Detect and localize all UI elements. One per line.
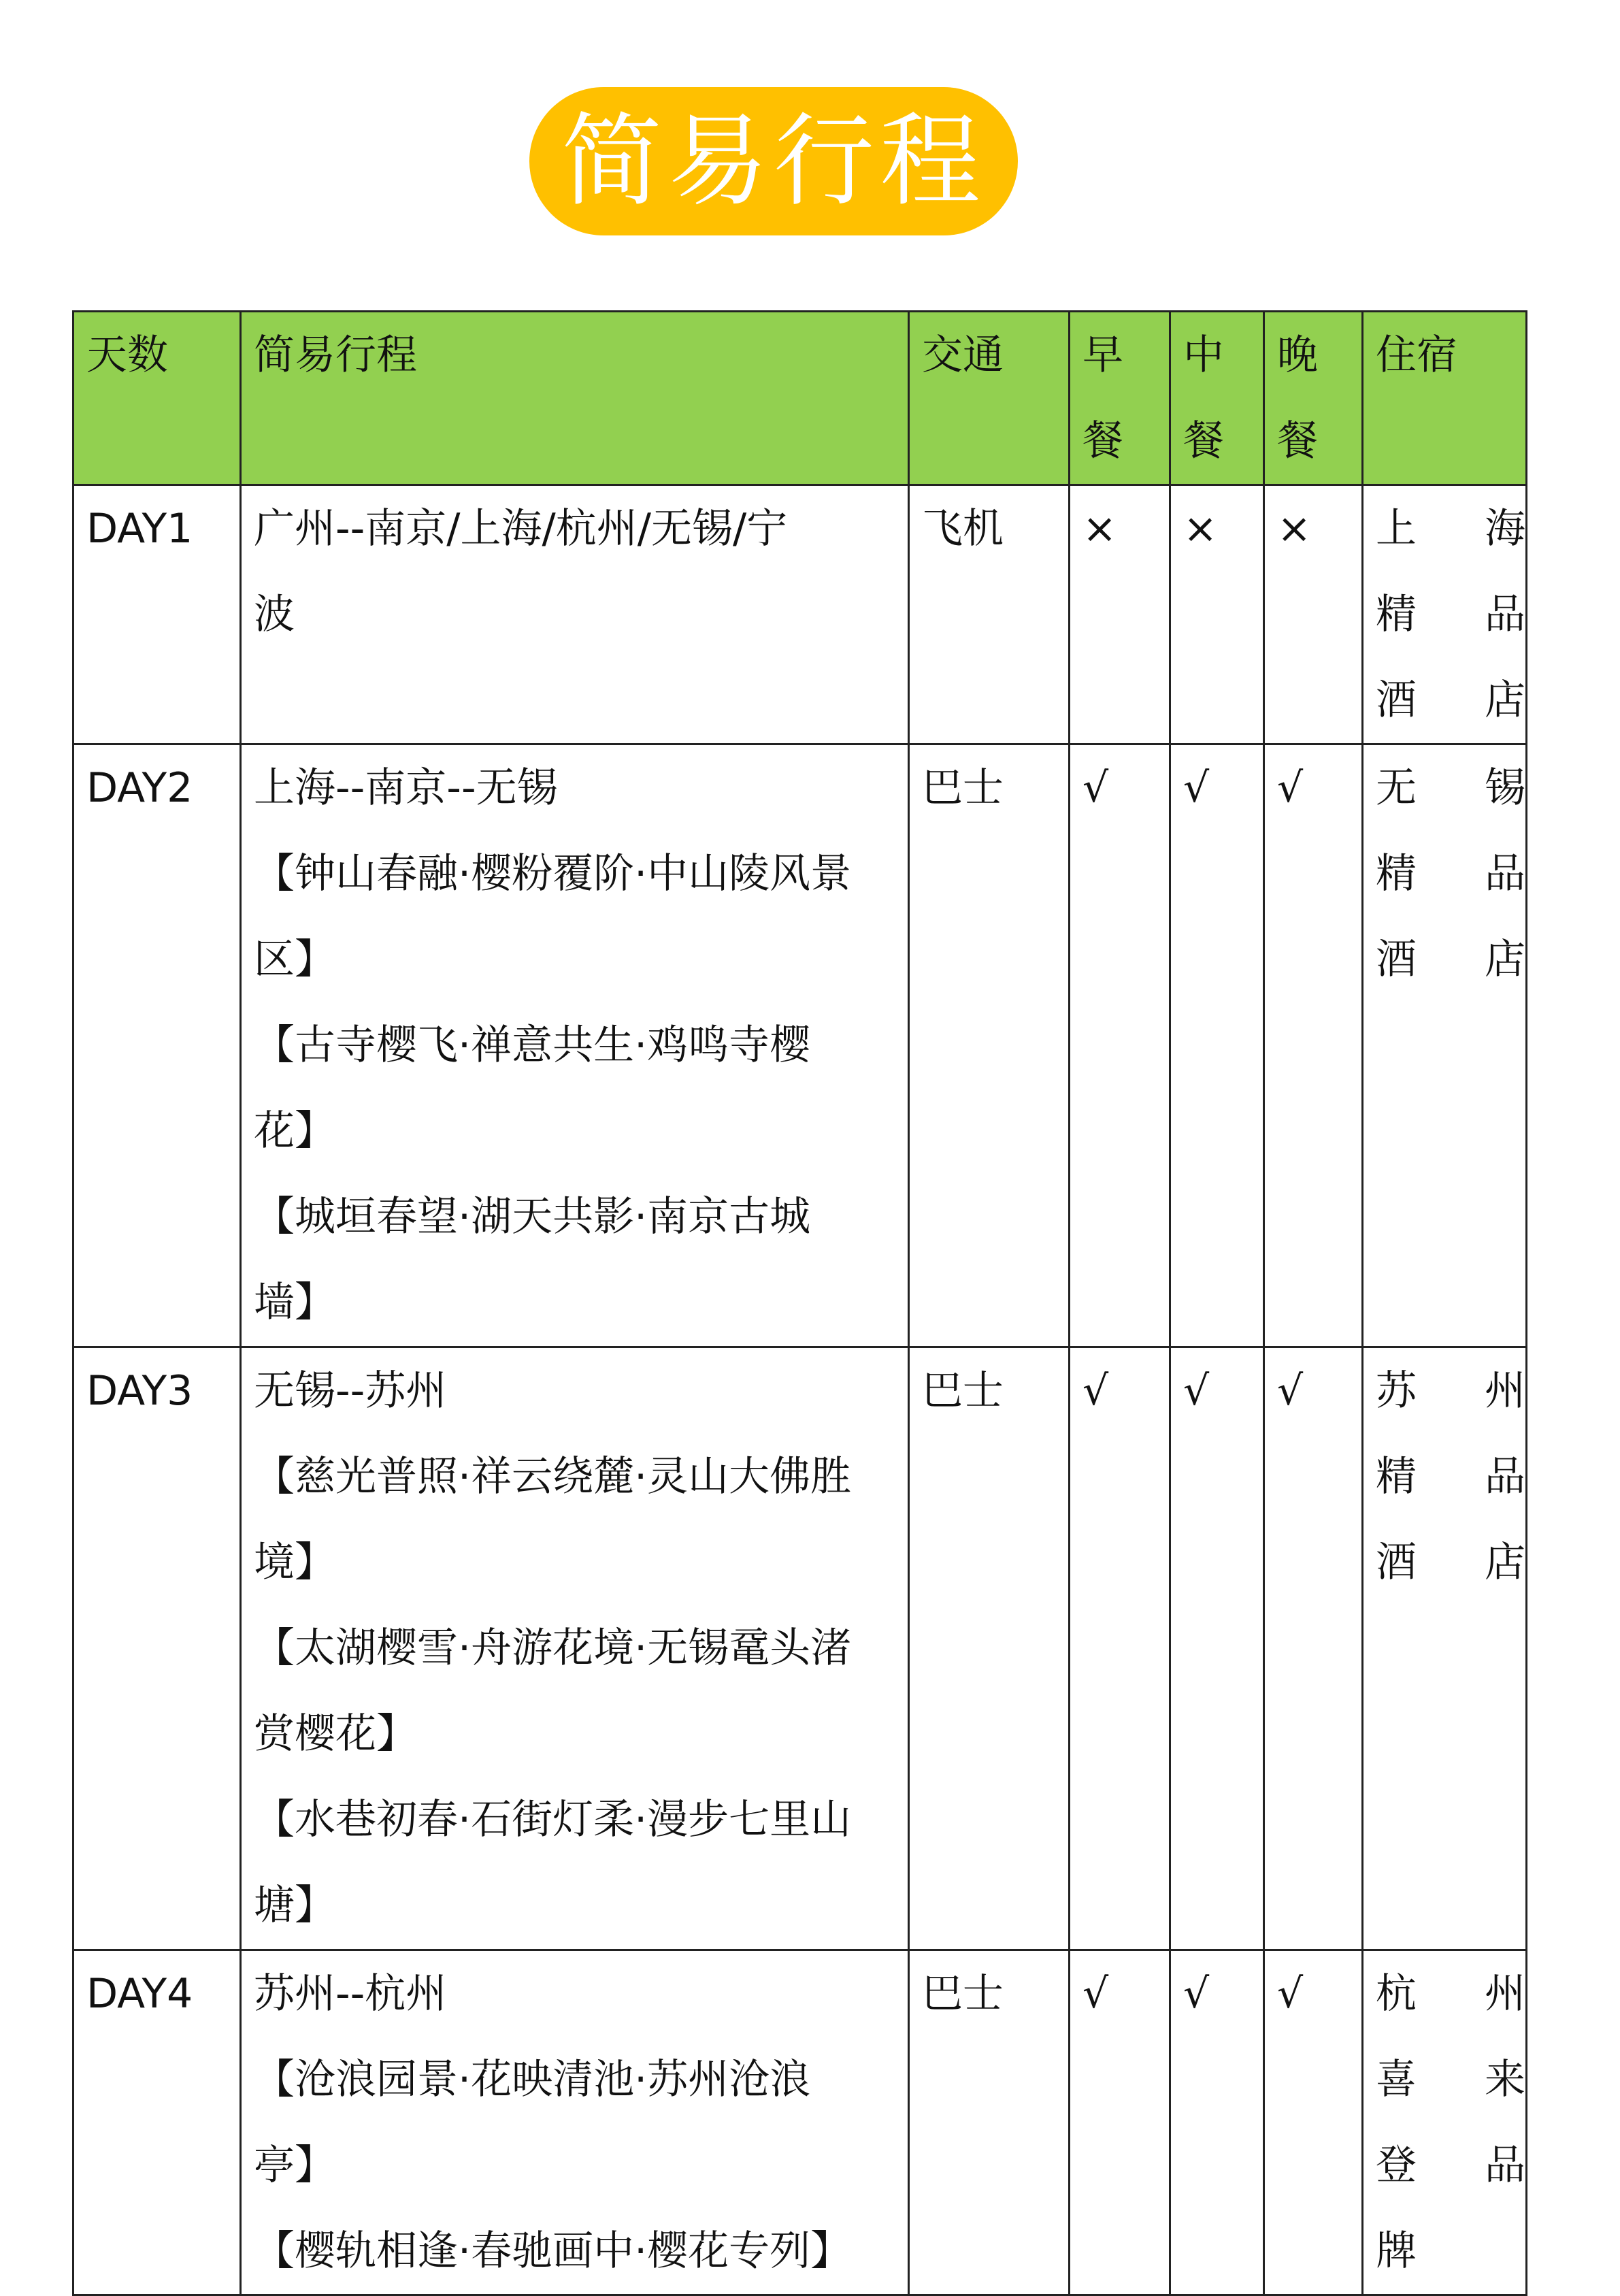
transport-cell: 巴士 <box>909 1347 1070 1950</box>
day-cell: DAY3 <box>73 1347 241 1950</box>
plan-cell: 苏州--杭州 【沧浪园景·花映清池·苏州沧浪 亭】 【樱轨相逢·春驰画中·樱花专列】 <box>241 1950 909 2295</box>
itinerary-table <box>72 310 1527 2296</box>
hotel-cell: 上海 精品 酒店 <box>1363 485 1527 744</box>
lunch-cell: × <box>1170 485 1264 744</box>
header-plan: 简易行程 <box>241 312 909 485</box>
hotel-cell: 无锡 精品 酒店 <box>1363 744 1527 1347</box>
breakfast-cell: √ <box>1070 744 1170 1347</box>
breakfast-cell: √ <box>1070 1950 1170 2295</box>
table-row <box>73 1347 1527 1950</box>
lunch-cell: √ <box>1170 1347 1264 1950</box>
table-row <box>73 744 1527 1347</box>
breakfast-cell: √ <box>1070 1347 1170 1950</box>
table-row <box>73 485 1527 744</box>
header-lunch: 中 餐 <box>1170 312 1264 485</box>
header-hotel: 住宿 <box>1363 312 1527 485</box>
transport-cell: 巴士 <box>909 1950 1070 2295</box>
breakfast-cell: × <box>1070 485 1170 744</box>
plan-cell: 无锡--苏州 【慈光普照·祥云绕麓·灵山大佛胜 境】 【太湖樱雪·舟游花境·无锡鼋头渚 赏樱花】 【水巷初春·石街灯柔·漫步七里山 塘】 <box>241 1347 909 1950</box>
table-header-row <box>73 312 1527 485</box>
header-dinner: 晚 餐 <box>1264 312 1363 485</box>
page-title: 简易行程 <box>561 103 986 220</box>
day-cell: DAY1 <box>73 485 241 744</box>
hotel-cell: 杭州 喜来 登品 牌 <box>1363 1950 1527 2295</box>
transport-cell: 巴士 <box>909 744 1070 1347</box>
plan-cell: 广州--南京/上海/杭州/无锡/宁 波 <box>241 485 909 744</box>
dinner-cell: √ <box>1264 1950 1363 2295</box>
plan-cell: 上海--南京--无锡 【钟山春融·樱粉覆阶·中山陵风景 区】 【古寺樱飞·禅意共生·鸡鸣寺樱 花】 【城垣春望·湖天共影·南京古城 墙】 <box>241 744 909 1347</box>
lunch-cell: √ <box>1170 744 1264 1347</box>
dinner-cell: × <box>1264 485 1363 744</box>
transport-cell: 飞机 <box>909 485 1070 744</box>
lunch-cell: √ <box>1170 1950 1264 2295</box>
dinner-cell: √ <box>1264 744 1363 1347</box>
title-banner <box>529 87 1018 235</box>
hotel-cell: 苏州 精品 酒店 <box>1363 1347 1527 1950</box>
header-breakfast: 早 餐 <box>1070 312 1170 485</box>
header-transport: 交通 <box>909 312 1070 485</box>
header-day: 天数 <box>73 312 241 485</box>
table-row <box>73 1950 1527 2295</box>
dinner-cell: √ <box>1264 1347 1363 1950</box>
day-cell: DAY4 <box>73 1950 241 2295</box>
day-cell: DAY2 <box>73 744 241 1347</box>
